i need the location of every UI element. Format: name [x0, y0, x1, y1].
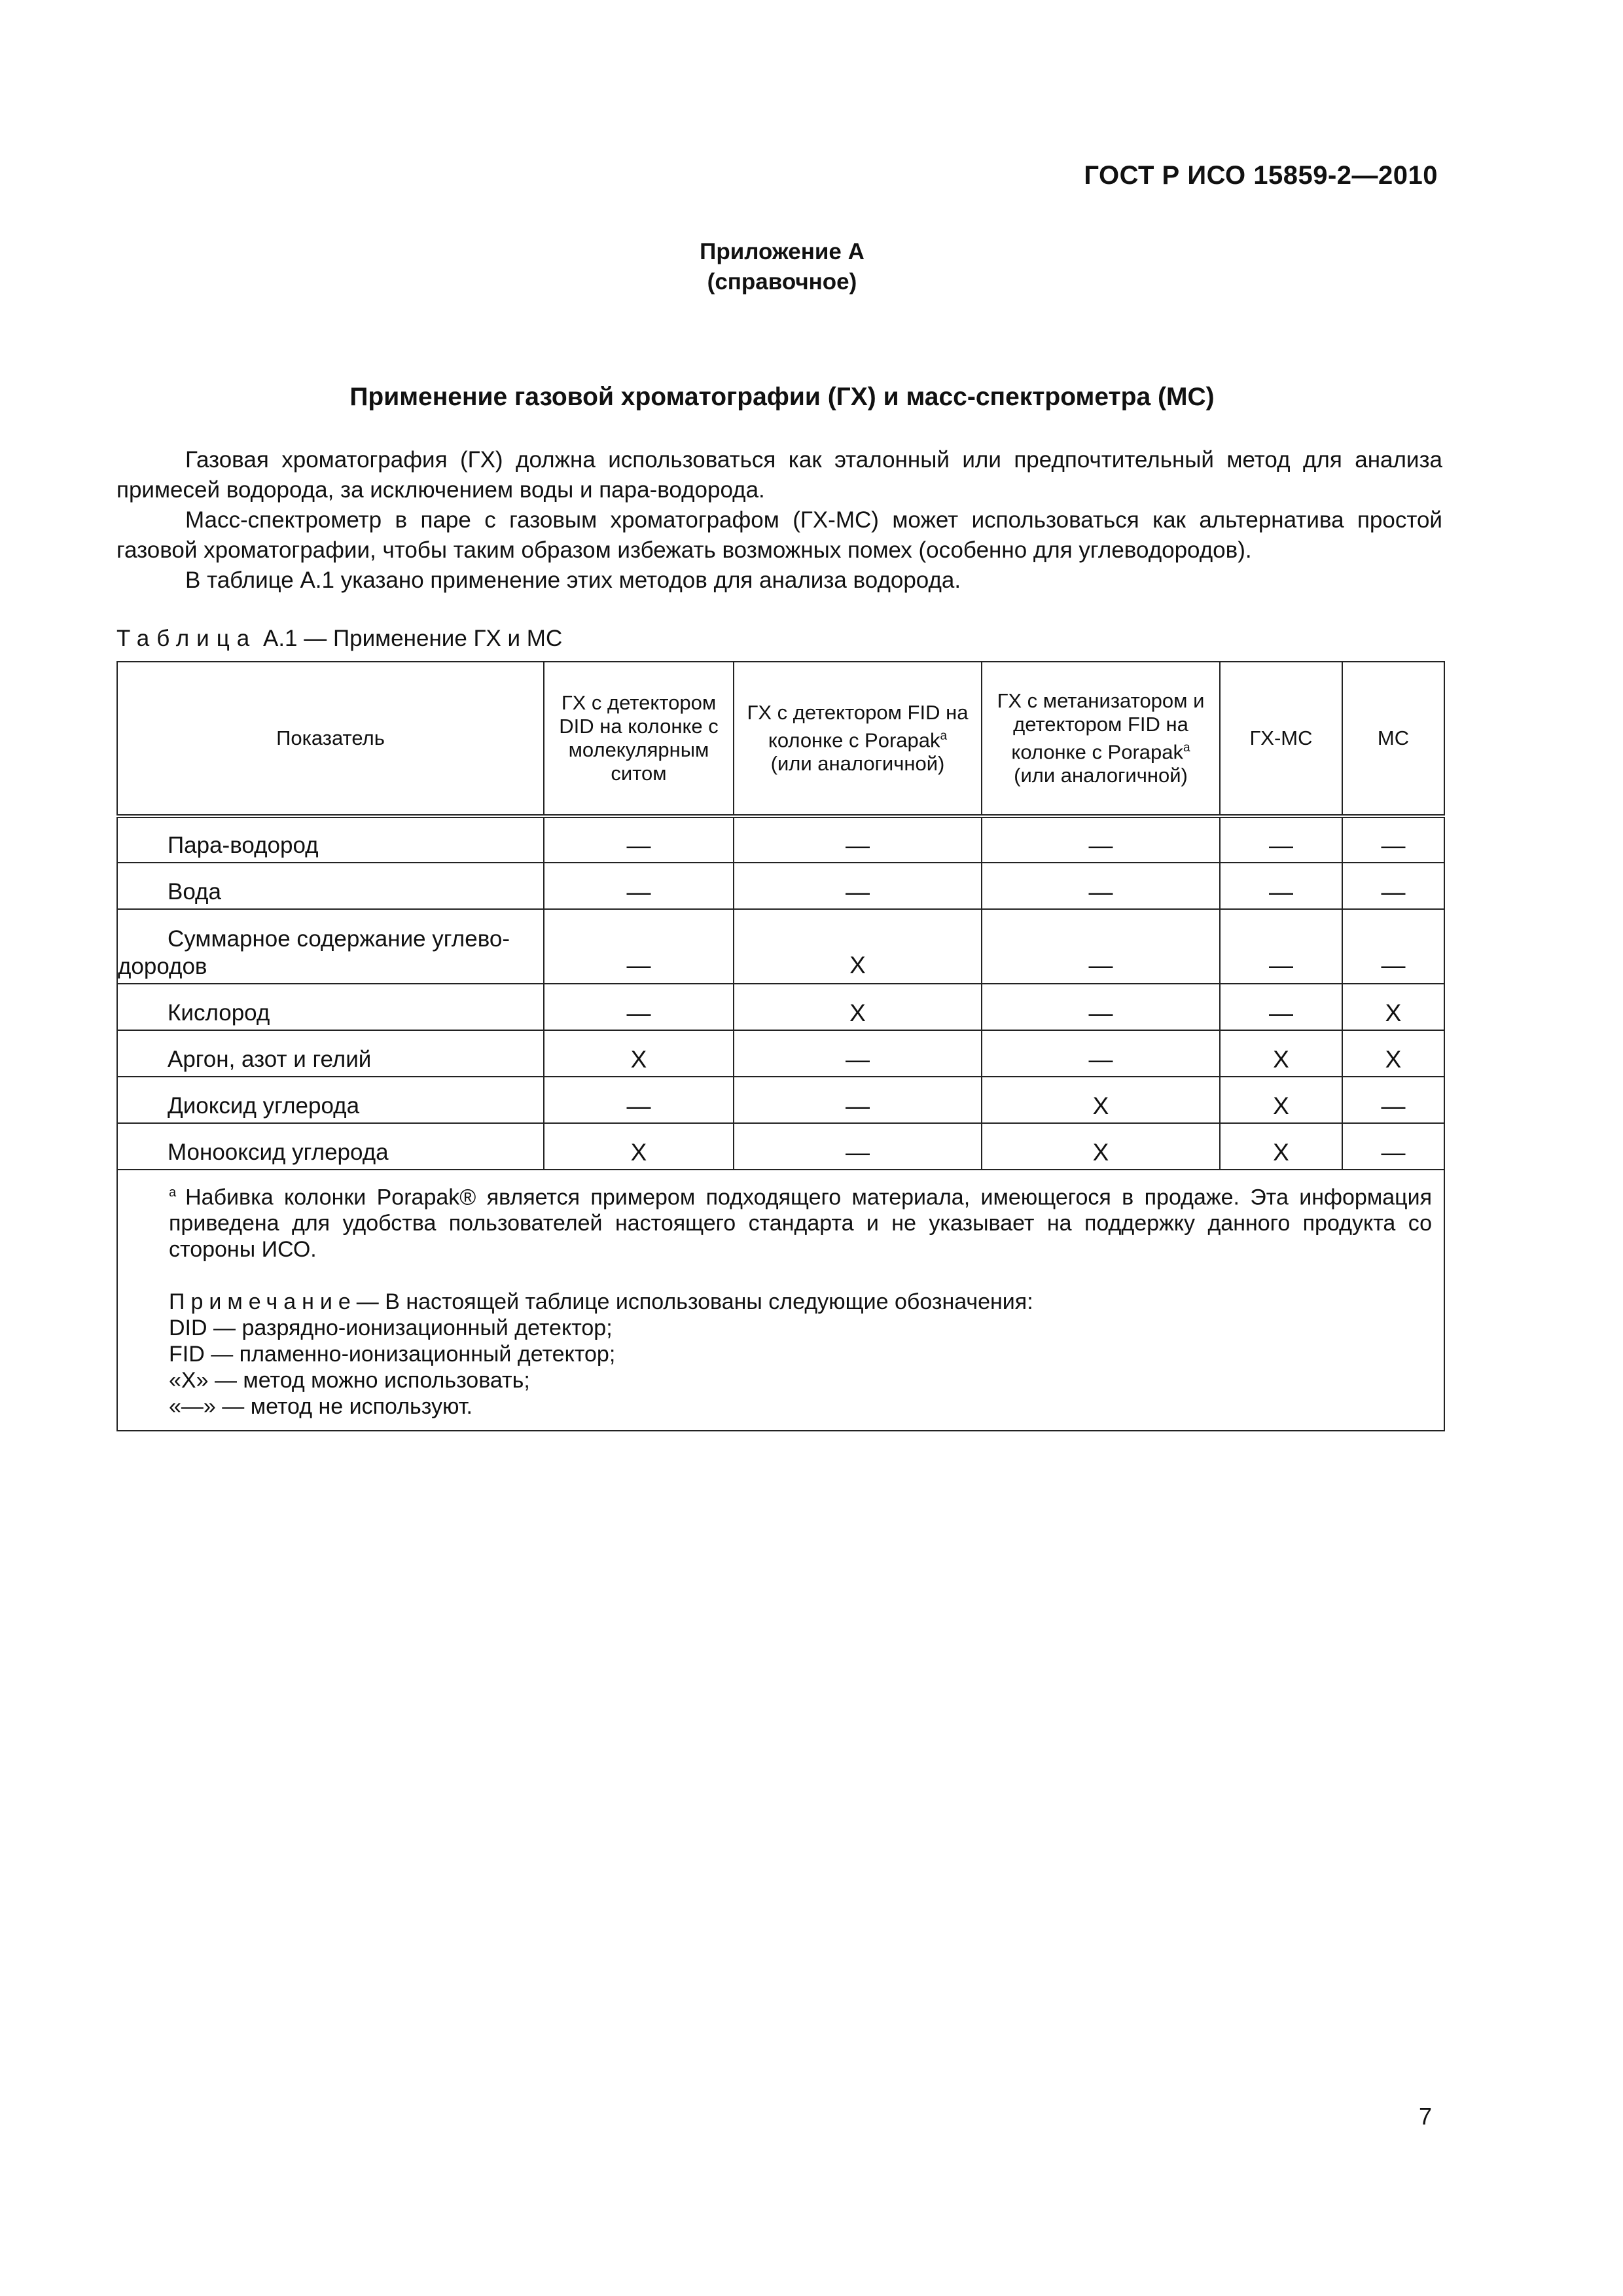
cell-value: X: [1342, 1030, 1444, 1077]
table-notes-row: [117, 1170, 1444, 1431]
cell-value: —: [544, 1077, 734, 1123]
row-indicator: Кислород: [117, 984, 544, 1030]
cell-value: —: [1342, 863, 1444, 909]
cell-value: —: [1342, 1077, 1444, 1123]
appendix-title: Применение газовой хроматографии (ГХ) и масс-спектрометра (МС): [349, 383, 1215, 411]
row-indicator: [117, 909, 544, 984]
note-item: DID — разрядно-ионизационный детектор;: [169, 1316, 613, 1341]
cell-value: —: [1342, 816, 1444, 863]
table-caption-text: А.1 — Применение ГХ и МС: [262, 626, 563, 651]
table-row: [117, 816, 1444, 863]
table-row: [117, 1123, 1444, 1170]
cell-value: —: [1220, 816, 1342, 863]
cell-value: —: [734, 1077, 982, 1123]
table-row: [117, 863, 1444, 909]
cell-value: X: [544, 1123, 734, 1170]
intro-paragraph: Газовая хроматография (ГХ) должна использоваться как эталонный или предпочтительный метод для анализа примесей водорода, за исключением воды и пара-водорода.: [116, 447, 1442, 503]
table-notes: [117, 1170, 1444, 1431]
page-number: 7: [1419, 2103, 1433, 2130]
cell-value: —: [1220, 909, 1342, 984]
note-intro: — В настоящей таблице использованы следующие обозначения:: [356, 1289, 1033, 1315]
header-gc-methanizer-tail: (или аналогичной): [1014, 764, 1188, 787]
cell-value: —: [734, 1123, 982, 1170]
header-gc-fid: [734, 662, 982, 816]
cell-value: —: [982, 816, 1220, 863]
cell-value: —: [1220, 984, 1342, 1030]
table-header-row: [117, 662, 1444, 816]
cell-value: —: [734, 816, 982, 863]
cell-value: X: [1342, 984, 1444, 1030]
footnote-ref: a: [1183, 740, 1190, 755]
header-gc-methanizer: [982, 662, 1220, 816]
note-item: «X» — метод можно использовать;: [169, 1368, 530, 1393]
cell-value: —: [1220, 863, 1342, 909]
methods-table: [116, 661, 1445, 1431]
header-gc-fid-tail: (или аналогичной): [770, 752, 945, 776]
cell-value: X: [734, 984, 982, 1030]
row-indicator-line: дородов: [118, 954, 207, 979]
cell-value: X: [1220, 1123, 1342, 1170]
table-row: [117, 1077, 1444, 1123]
table-caption: [116, 626, 562, 652]
table-row: [117, 1030, 1444, 1077]
cell-value: —: [982, 1030, 1220, 1077]
cell-value: —: [544, 816, 734, 863]
appendix-kind: (справочное): [707, 269, 857, 295]
cell-value: —: [734, 1030, 982, 1077]
note-item: «—» — метод не используют.: [169, 1394, 473, 1420]
footnote-mark: a: [169, 1185, 177, 1200]
footnote-ref: a: [940, 728, 948, 743]
intro-paragraph: Масс-спектрометр в паре с газовым хроматографом (ГХ-МС) может использоваться как альтернатива простой газовой хроматографии, чтобы таким образом избежать возможных помех (особенно для углеводородов).: [116, 507, 1442, 563]
header-ms: МС: [1342, 662, 1444, 816]
header-gc-did: ГХ с детектором DID на колонке с молекулярным ситом: [544, 662, 734, 816]
row-indicator-line: Суммарное содержание углево-: [168, 926, 510, 952]
note-item: FID — пламенно-ионизационный детектор;: [169, 1342, 616, 1367]
cell-value: —: [544, 984, 734, 1030]
intro-text: [116, 445, 1442, 596]
intro-paragraph: В таблице А.1 указано применение этих методов для анализа водорода.: [185, 567, 961, 593]
footnote-text: Набивка колонки Porapak® является примером подходящего материала, имеющегося в продаже. Эта информация приведена для удобства пользователей настоящего стандарта и не указывает на поддержку данного продукта со стороны ИСО.: [169, 1185, 1432, 1263]
appendix-label: Приложение А: [700, 239, 865, 264]
header-gc-methanizer-text: ГХ с метанизатором и детектором FID на колонке с Porapak: [997, 689, 1205, 764]
cell-value: —: [734, 863, 982, 909]
appendix-heading: [0, 237, 1564, 297]
row-indicator: Диоксид углерода: [117, 1077, 544, 1123]
cell-value: X: [544, 1030, 734, 1077]
table-caption-word: Таблица: [116, 626, 257, 651]
cell-value: —: [982, 863, 1220, 909]
table-footnote: [119, 1179, 1432, 1263]
row-indicator: Монооксид углерода: [117, 1123, 544, 1170]
row-indicator: Пара-водород: [117, 816, 544, 863]
header-indicator: Показатель: [117, 662, 544, 816]
cell-value: X: [982, 1123, 1220, 1170]
cell-value: —: [1342, 909, 1444, 984]
table-row: [117, 909, 1444, 984]
cell-value: —: [982, 909, 1220, 984]
cell-value: —: [544, 909, 734, 984]
cell-value: X: [982, 1077, 1220, 1123]
cell-value: —: [982, 984, 1220, 1030]
table-row: [117, 984, 1444, 1030]
header-gc-fid-text: ГХ с детектором FID на колонке с Porapak: [747, 700, 969, 752]
cell-value: X: [1220, 1077, 1342, 1123]
note-heading: [169, 1289, 1432, 1315]
document-code: ГОСТ Р ИСО 15859-2—2010: [1084, 161, 1438, 190]
cell-value: X: [734, 909, 982, 984]
cell-value: —: [1342, 1123, 1444, 1170]
header-gc-ms: ГХ-МС: [1220, 662, 1342, 816]
row-indicator: Вода: [117, 863, 544, 909]
cell-value: —: [544, 863, 734, 909]
cell-value: X: [1220, 1030, 1342, 1077]
row-indicator: Аргон, азот и гелий: [117, 1030, 544, 1077]
note-word: Примечание: [169, 1289, 357, 1315]
